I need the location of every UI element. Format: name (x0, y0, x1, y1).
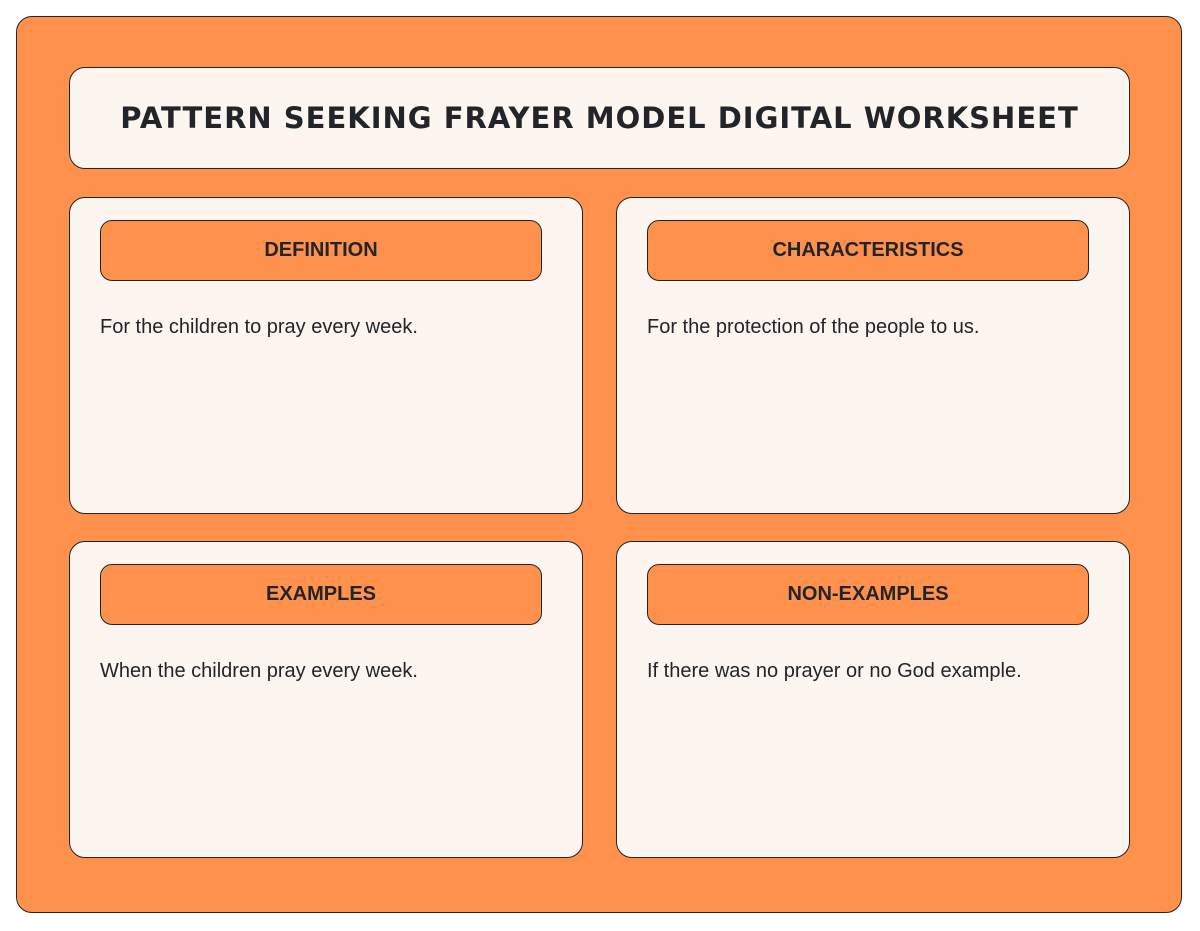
characteristics-text[interactable]: For the protection of the people to us. (647, 316, 980, 338)
non-examples-card (616, 541, 1130, 858)
examples-card (69, 541, 583, 858)
title-panel (69, 67, 1130, 169)
characteristics-card (616, 197, 1130, 514)
non-examples-text[interactable]: If there was no prayer or no God example. (647, 660, 1022, 682)
examples-text[interactable]: When the children pray every week. (100, 660, 418, 682)
non-examples-heading: NON-EXAMPLES (647, 564, 1089, 625)
examples-heading: EXAMPLES (100, 564, 542, 625)
characteristics-heading: CHARACTERISTICS (647, 220, 1089, 281)
definition-heading: DEFINITION (100, 220, 542, 281)
definition-text[interactable]: For the children to pray every week. (100, 316, 418, 338)
definition-card (69, 197, 583, 514)
page-title: PATTERN SEEKING FRAYER MODEL DIGITAL WORKSHEET (120, 101, 1079, 135)
